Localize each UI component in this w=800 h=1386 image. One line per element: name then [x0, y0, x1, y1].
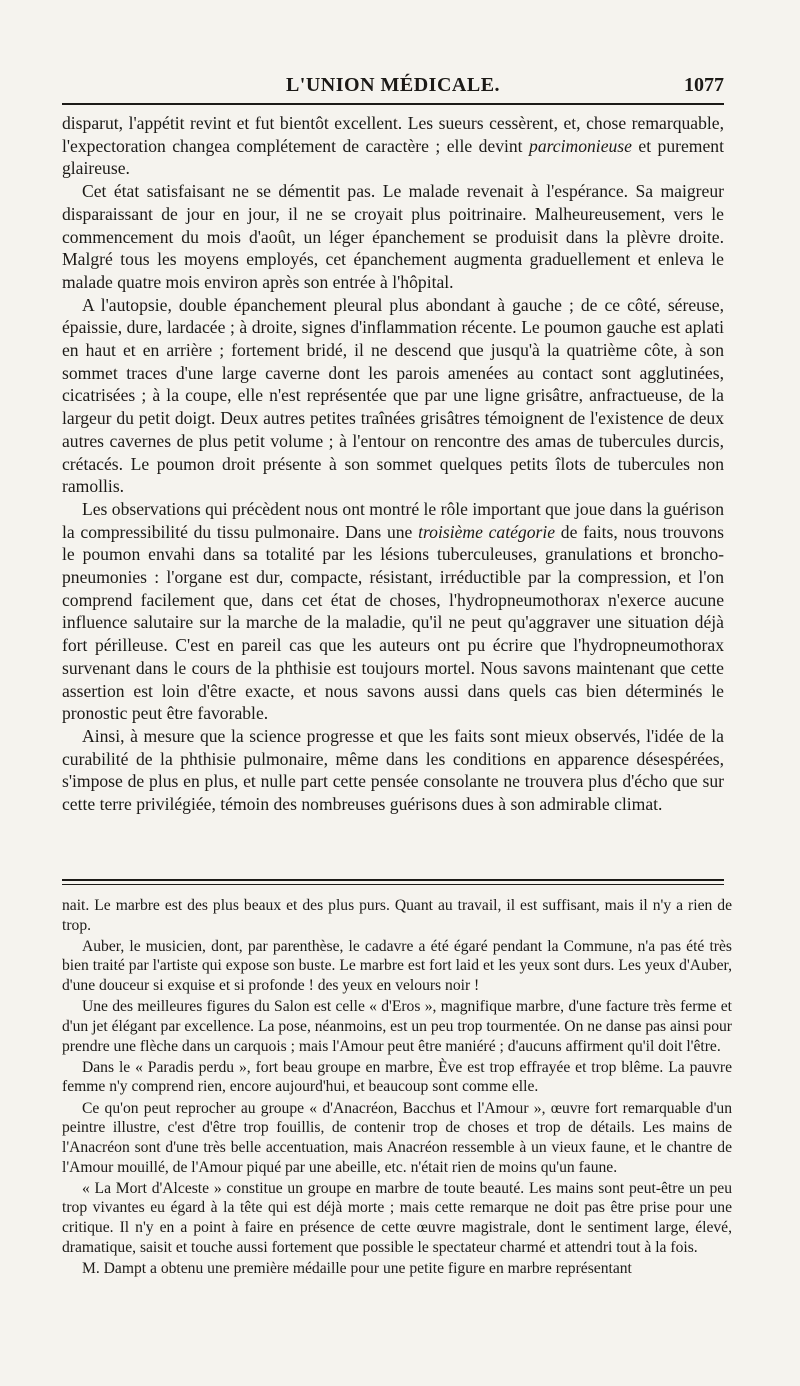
text-run: et purement glaireuse.: [62, 135, 724, 179]
paragraph: « La Mort d'Alceste » constitue un groupe en marbre de toute beauté. Les mains sont peut-être un peu trop vivantes eu égard à la tête qui est déjà morte ; mais cette remarque ne doit pas être prise pour une critique. Il n'y en a point à faire en présence de cette œuvre magistrale, dont le sentiment large, élevé, dramatique, saisit et touche aussi fortement que possible le spectateur charmé et attendri tout à la fois.: [62, 1179, 732, 1256]
paragraph: Cet état satisfaisant ne se démentit pas. Le malade revenait à l'espérance. Sa maigreur disparaissant de jour en jour, il ne se croyait plus poitrinaire. Malheureusement, vers le commencement du mois d'août, un léger épanchement se produisit dans la plèvre droite. Malgré tous les moyens employés, cet épanchement augmenta graduellement et enleva le malade quatre mois environ après son entrée à l'hôpital.: [62, 181, 724, 292]
paragraph: [62, 112, 724, 180]
paragraph: Ainsi, à mesure que la science progresse et que les faits sont mieux observés, l'idée de la curabilité de la phthisie pulmonaire, même dans les conditions en apparence désespérées, s'impose de plus en plus, et nulle part cette pensée consolante ne trouvera plus d'écho que sur cette terre privilégiée, témoin des nombreuses guérisons dues à son admirable climat.: [62, 725, 724, 815]
text-run: disparut, l'appétit revint et fut bientôt excellent. Les sueurs cessèrent, et, chose remarquable, l'expectoration changea complétement de caractère ; elle devint: [62, 113, 724, 156]
paragraph: [62, 498, 724, 725]
feuilleton-rule-thick: [62, 879, 724, 881]
paragraph: nait. Le marbre est des plus beaux et des plus purs. Quant au travail, il est suffisant, mais il n'y a rien de trop.: [62, 897, 732, 934]
journal-title: L'UNION MÉDICALE.: [285, 74, 501, 96]
feuilleton-rule-thin: [62, 884, 724, 885]
text-run: Les observations qui précèdent nous ont montré le rôle important que joue dans la guérison la compressibilité du tissu pulmonaire. Dans une: [62, 498, 725, 542]
page-number: 1077: [684, 74, 724, 96]
paragraph: M. Dampt a obtenu une première médaille pour une petite figure en marbre représentant: [82, 1259, 632, 1277]
paragraph: Une des meilleures figures du Salon est celle « d'Eros », magnifique marbre, d'une facture très ferme et d'un jet élégant par excellence. La pose, néanmoins, est un peu trop tourmentée. On ne danse pas ainsi pour prendre une flèche dans un carquois ; mais l'Amour peut être maniéré ; d'aucuns affirment qu'il doit l'être.: [62, 998, 732, 1055]
paragraph: Dans le « Paradis perdu », fort beau groupe en marbre, Ève est trop effrayée et trop blême. La pauvre femme n'y comprend rien, encore aujourd'hui, et beaucoup sont comme elle.: [62, 1058, 732, 1096]
text-run: de faits, nous trouvons le poumon envahi dans sa totalité par les lésions tuberculeuses, granulations et broncho-pneumonies : l'organe est dur, compacte, résistant, irréductible par la compression, et l'on comprend facilement que, dans cet état de choses, l'hydropneumothorax n'exerce aucune influence salutaire sur la marche de la maladie, qu'il ne peut qu'aggraver une situation déjà fort périlleuse. C'est en pareil cas que les auteurs ont pu écrire que l'hydropneumothorax survenant dans le cours de la phthisie est toujours mortel. Nous savons maintenant que cette assertion est loin d'être exacte, et nous savons aussi dans quels cas bien déterminés le pronostic peut être favorable.: [62, 521, 724, 724]
paragraph: A l'autopsie, double épanchement pleural plus abondant à gauche ; de ce côté, séreuse, épaissie, dure, lardacée ; à droite, signes d'inflammation récente. Le poumon gauche est aplati en haut et en arrière ; fortement bridé, il ne descend que jusqu'à la quatrième côte, à son sommet traces d'une large caverne dont les parois amenées au contact sont agglutinées, cicatrisées ; à la coupe, elle n'est représentée que par une ligne grisâtre, anfractueuse, de la largeur du petit doigt. Deux autres petites traînées grisâtres témoignent de l'existence de deux autres cavernes de plus petit volume ; à l'entour on rencontre des amas de tubercules durcis, crétacés. Le poumon droit présente à son sommet quelques petits îlots de tubercules non ramollis.: [62, 294, 724, 497]
header-rule: [62, 103, 724, 105]
feuilleton-body: [62, 896, 732, 1278]
italic-term: parcimonieuse: [529, 135, 632, 156]
paragraph: Ce qu'on peut reprocher au groupe « d'Anacréon, Bacchus et l'Amour », œuvre fort remarquable d'un peintre illustre, c'est d'être trop fouillis, de contenir trop de choses et trop de détails. Les mains de l'Anacréon sont d'une très belle accentuation, mais Anacréon ressemble à un vieux faune, et le chantre de l'Amour mouillé, de l'Amour piqué par une abeille, etc. n'était rien de moins qu'un faune.: [62, 1099, 732, 1176]
article-body: [62, 112, 724, 816]
paragraph: Auber, le musicien, dont, par parenthèse, le cadavre a été égaré pendant la Commune, n'a pas été très bien traité par l'artiste qui expose son buste. Le marbre est fort laid et les yeux sont durs. Les yeux d'Auber, d'une douceur si exquise et si profonde ! des yeux en velours noir !: [62, 937, 732, 995]
running-header: [62, 70, 724, 100]
italic-term: troisième catégorie: [418, 521, 556, 542]
